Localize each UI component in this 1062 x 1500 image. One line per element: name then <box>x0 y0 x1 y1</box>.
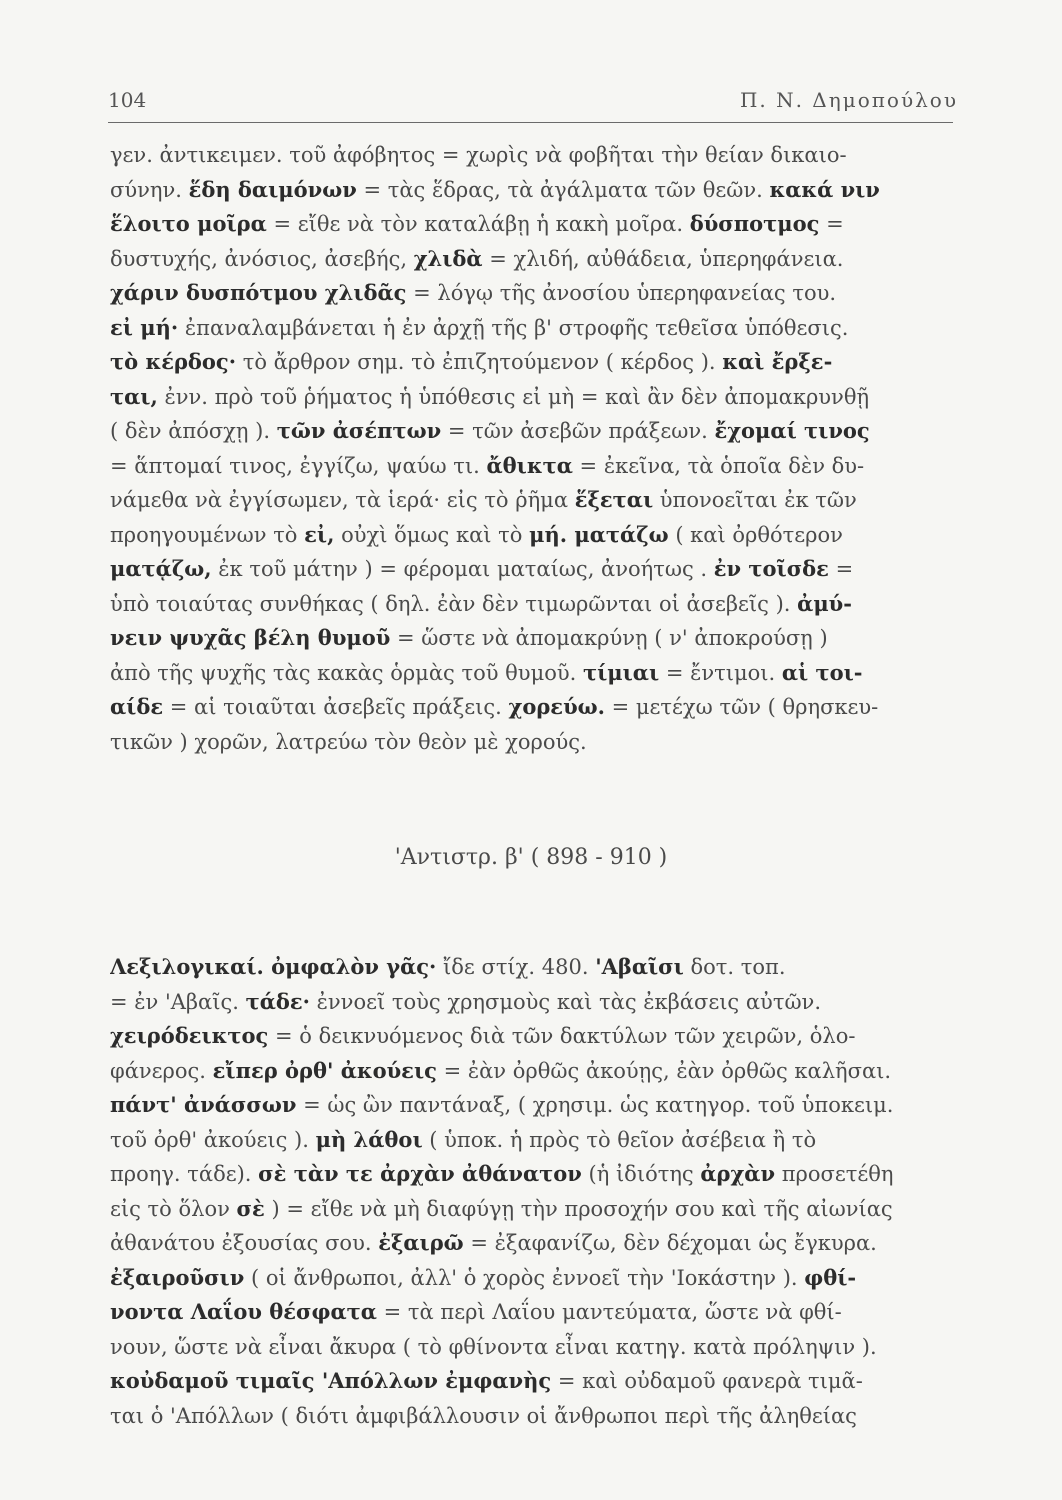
lemma-term: εἰ μή· <box>110 314 179 340</box>
text-line <box>110 1123 960 1158</box>
gloss-text: ὑπὸ τοιαύτας συνθήκας ( δηλ. ἐὰν δὲν τιμωρῶνται οἱ ἀσεβεῖς ). <box>110 591 798 616</box>
gloss-text: νουν, ὥστε νὰ εἶναι ἄκυρα ( τὸ φθίνοντα εἶναι κατηγ. κατὰ πρόληψιν ). <box>110 1334 877 1359</box>
gloss-text: ( οἱ ἄνθρωποι, ἀλλ' ὁ χορὸς ἐννοεῖ τὴν 'Ιοκάστην ). <box>244 1265 805 1290</box>
gloss-text: ( δὲν ἀπόσχῃ ). <box>110 419 277 443</box>
text-line <box>110 345 960 380</box>
gloss-text: ἐπαναλαμβάνεται ἡ ἐν ἀρχῇ τῆς β' στροφῆς τεθεῖσα ὑπόθεσις. <box>178 315 849 340</box>
gloss-text: ἴδε στίχ. 480. <box>436 955 596 979</box>
gloss-text: νάμεθα νὰ ἐγγίσωμεν, τὰ ἱερά· εἰς τὸ ῥῆμα <box>110 488 575 512</box>
lemma-term: τῶν ἀσέπτων <box>276 418 442 443</box>
lemma-term: ἐξαιρῶ <box>378 1230 464 1255</box>
text-line <box>110 173 960 208</box>
text-line <box>110 1364 960 1399</box>
lemma-term: αἱ τοι- <box>781 659 863 685</box>
text-line <box>110 1054 960 1089</box>
gloss-text: = ἐν 'Αβαῖς. <box>110 989 246 1014</box>
lemma-term: ἀμύ- <box>797 590 852 616</box>
text-line <box>110 1261 960 1296</box>
text-line <box>110 725 960 760</box>
lemma-term: κακά νιν <box>769 176 880 202</box>
text-line <box>110 587 960 622</box>
gloss-text: δοτ. τοπ. <box>683 955 786 979</box>
lemma-term: χειρόδεικτος <box>110 1023 269 1048</box>
gloss-text: ἀθανάτου ἐξουσίας σου. <box>110 1231 379 1255</box>
lemma-term: σὲ τὰν τε ἀρχὰν ἀθάνατον <box>258 1161 582 1186</box>
lemma-term: τὸ κέρδος· <box>110 349 237 374</box>
text-line <box>110 380 960 415</box>
lemma-term: πάντ' ἀνάσσων <box>110 1092 297 1117</box>
text-line <box>110 985 960 1020</box>
text-line <box>110 1226 960 1261</box>
lemma-term: νειν ψυχᾶς βέλη θυμοῦ <box>110 625 391 650</box>
lemma-term: χάριν δυσπότμου χλιδᾶς <box>110 280 407 305</box>
gloss-text: τικῶν ) χορῶν, λατρεύω τὸν θεὸν μὲ χορούς. <box>110 729 587 754</box>
gloss-text: εἰς τὸ ὅλον <box>110 1196 237 1221</box>
section-heading: 'Αντιστρ. β' ( 898 - 910 ) <box>394 845 668 870</box>
text-line <box>110 414 960 449</box>
commentary-paragraph-2 <box>110 950 960 1433</box>
lemma-term: μή. ματάζω <box>529 521 669 547</box>
lemma-term: ἕξεται <box>574 487 654 512</box>
lemma-term: 'Αβαῖσι <box>595 954 684 979</box>
gloss-text: προηγ. τάδε). <box>110 1162 259 1186</box>
text-line <box>110 449 960 484</box>
lemma-term: αίδε <box>110 694 164 719</box>
gloss-text: δυστυχής, ἀνόσιος, ἀσεβής, <box>110 246 414 271</box>
lemma-term: χορεύω. <box>508 694 605 719</box>
gloss-text: = εἴθε νὰ τὸν καταλάβῃ ἡ κακὴ μοῖρα. <box>266 212 690 236</box>
gloss-text: τοῦ ὀρθ' ἀκούεις ). <box>110 1127 316 1152</box>
gloss-text: = μετέχω τῶν ( θρησκευ- <box>604 695 879 719</box>
text-line <box>110 950 960 985</box>
lemma-term: ἕλοιτο μοῖρα <box>110 211 267 236</box>
text-line <box>110 1330 960 1365</box>
gloss-text: ( καὶ ὀρθότερον <box>668 522 843 547</box>
gloss-text: γεν. ἀντικειμεν. τοῦ ἀφόβητος = χωρὶς νὰ φοβῆται τὴν θείαν δικαιο- <box>110 143 847 167</box>
lemma-term: ἕδη δαιμόνων <box>188 176 357 202</box>
text-line <box>110 690 960 725</box>
lemma-term: ἄθικτα <box>486 452 573 478</box>
gloss-text: προσετέθη <box>775 1162 894 1186</box>
text-line <box>110 483 960 518</box>
gloss-text: ἐννοεῖ τοὺς χρησμοὺς καὶ τὰς ἐκβάσεις αὐτῶν. <box>309 989 822 1014</box>
gloss-text: = ἐὰν ὀρθῶς ἀκούῃς, ἐὰν ὀρθῶς καλῆσαι. <box>436 1058 892 1083</box>
lemma-term: ται, <box>110 383 158 409</box>
gloss-text: = καὶ οὐδαμοῦ φανερὰ τιμᾶ- <box>551 1369 863 1393</box>
gloss-text: = τὰ περὶ Λαΐου μαντεύματα, ὥστε νὰ φθί- <box>376 1300 842 1324</box>
text-line <box>110 1088 960 1123</box>
gloss-text: ἀπὸ τῆς ψυχῆς τὰς κακὰς ὁρμὰς τοῦ θυμοῦ. <box>110 660 583 685</box>
lemma-term: ματᾴζω, <box>110 556 212 581</box>
gloss-text: ἐκ τοῦ μάτην ) = φέρομαι ματαίως, ἀνοήτως . <box>211 557 714 581</box>
text-line <box>110 311 960 346</box>
gloss-text: φάνερος. <box>110 1058 213 1083</box>
gloss-text: (ἡ ἰδιότης <box>581 1162 701 1186</box>
gloss-text: = χλιδή, αὐθάδεια, ὑπερηφάνεια. <box>482 246 844 271</box>
lemma-term: ἐν τοῖσδε <box>713 556 829 581</box>
lemma-term: καὶ ἔρξε- <box>722 349 833 374</box>
gloss-text: = <box>819 212 844 236</box>
gloss-text: = <box>828 557 854 581</box>
gloss-text: = ἐκεῖνα, τὰ ὁποῖα δὲν δυ- <box>572 453 865 478</box>
lemma-term: τίμιαι <box>582 659 660 685</box>
gloss-text: τὸ ἄρθρον σημ. τὸ ἐπιζητούμενον ( κέρδος ). <box>236 350 723 374</box>
gloss-text: = ὥστε νὰ ἀπομακρύνῃ ( ν' ἀποκρούσῃ ) <box>390 626 828 650</box>
page-number: 104 <box>108 88 147 112</box>
lemma-term: νοντα Λαΐου θέσφατα <box>110 1299 377 1324</box>
gloss-text: = ὡς ὢν παντάναξ, ( χρησιμ. ὡς κατηγορ. τοῦ ὑποκειμ. <box>296 1093 894 1117</box>
text-line <box>110 207 960 242</box>
running-title: Π. Ν. Δημοπούλου <box>739 88 958 112</box>
lemma-term: κοὐδαμοῦ τιμαῖς 'Απόλλων ἐμφανὴς <box>110 1368 552 1393</box>
gloss-text: = ἐξαφανίζω, δὲν δέχομαι ὡς ἔγκυρα. <box>463 1231 877 1255</box>
gloss-text: = ὁ δεικνυόμενος διὰ τῶν δακτύλων τῶν χειρῶν, ὁλο- <box>268 1024 856 1048</box>
lemma-term: σὲ <box>236 1195 265 1221</box>
text-line <box>110 1019 960 1054</box>
text-line <box>110 621 960 656</box>
lemma-term: τάδε· <box>245 988 310 1014</box>
gloss-text: = λόγῳ τῆς ἀνοσίου ὑπερηφανείας του. <box>406 281 837 305</box>
gloss-text: = ἅπτομαί τινος, ἐγγίζω, ψαύω τι. <box>110 453 487 478</box>
gloss-text: ὑπονοεῖται ἐκ τῶν <box>653 488 857 512</box>
text-line <box>110 518 960 553</box>
lemma-term: ἀρχὰν <box>700 1161 776 1186</box>
text-line <box>110 656 960 691</box>
text-line <box>110 1192 960 1227</box>
lemma-term: Λεξιλογικαί. ὀμφαλὸν γᾶς· <box>110 954 437 979</box>
text-line <box>110 1157 960 1192</box>
text-line <box>110 138 960 173</box>
lemma-term: ἔχομαί τινος <box>714 418 870 443</box>
gloss-text: ται ὁ 'Απόλλων ( διότι ἀμφιβάλλουσιν οἱ ἄνθρωποι περὶ τῆς ἀληθείας <box>110 1403 857 1428</box>
commentary-paragraph-1 <box>110 138 960 759</box>
lemma-term: φθί- <box>804 1264 857 1290</box>
gloss-text: σύνην. <box>110 177 189 202</box>
text-line <box>110 1295 960 1330</box>
text-line <box>110 1399 960 1434</box>
gloss-text: = αἱ τοιαῦται ἀσεβεῖς πράξεις. <box>163 695 509 719</box>
gloss-text: ( ὑποκ. ἡ πρὸς τὸ θεῖον ἀσέβεια ἢ τὸ <box>422 1127 817 1152</box>
lemma-term: εἰ, <box>304 521 335 547</box>
lemma-term: χλιδὰ <box>413 245 483 271</box>
text-line <box>110 276 960 311</box>
lemma-term: μὴ λάθοι <box>315 1126 423 1152</box>
gloss-text: οὐχὶ ὅμως καὶ τὸ <box>334 522 530 547</box>
text-line <box>110 552 960 587</box>
gloss-text: ) = εἴθε νὰ μὴ διαφύγῃ τὴν προσοχήν σου καὶ τῆς αἰωνίας <box>264 1196 893 1221</box>
gloss-text: = ἔντιμοι. <box>659 660 782 685</box>
running-header <box>108 82 958 112</box>
lemma-term: ἐξαιροῦσιν <box>110 1264 245 1290</box>
lemma-term: εἴπερ ὀρθ' ἀκούεις <box>212 1057 437 1083</box>
gloss-text: = τῶν ἀσεβῶν πράξεων. <box>441 419 715 443</box>
lemma-term: δύσποτμος <box>689 211 820 236</box>
gloss-text: προηγουμένων τὸ <box>110 522 305 547</box>
header-rule <box>108 122 953 123</box>
text-line <box>110 242 960 277</box>
gloss-text: ἐνν. πρὸ τοῦ ῥήματος ἡ ὑπόθεσις εἰ μὴ = καὶ ἂν δὲν ἀπομακρυνθῇ <box>157 384 870 409</box>
gloss-text: = τὰς ἕδρας, τὰ ἀγάλματα τῶν θεῶν. <box>356 177 770 202</box>
